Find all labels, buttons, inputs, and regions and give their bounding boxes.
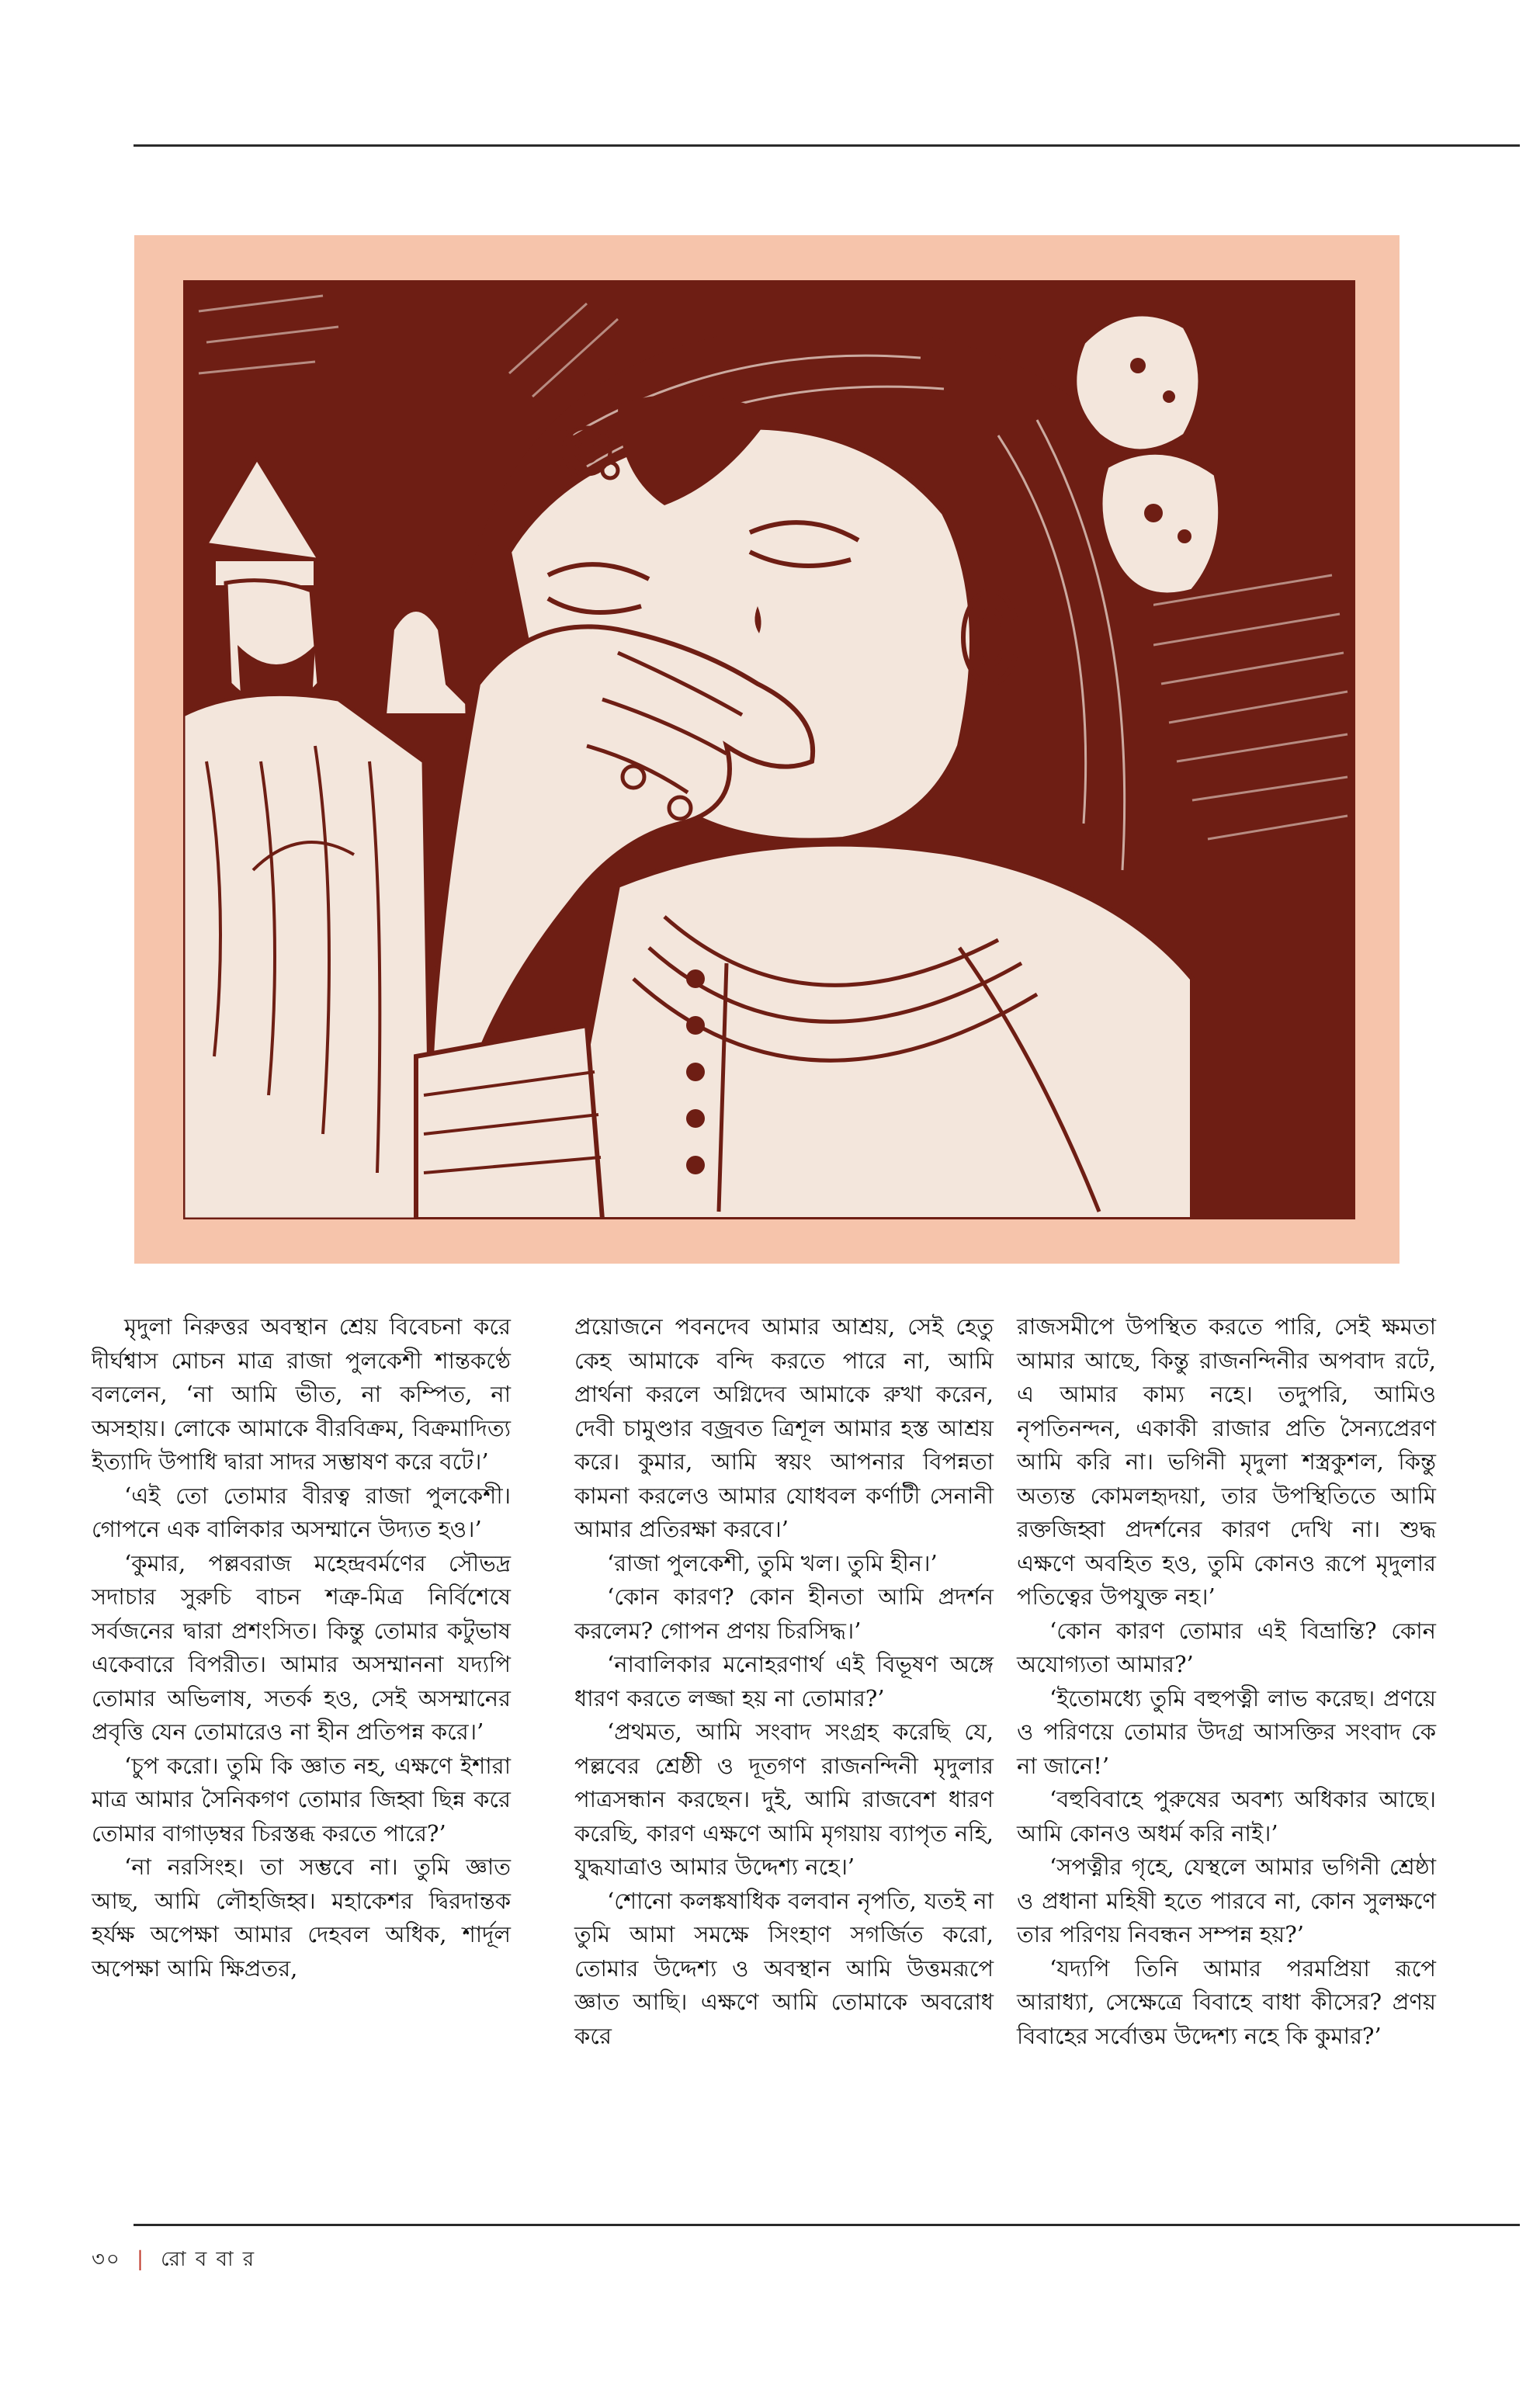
paragraph: ‘যদ্যপি তিনি আমার পরমপ্রিয়া রূপে আরাধ্যা, সেক্ষেত্রে বিবাহে বাধা কীসের? প্রণয় বিবাহের সর্বোত্তম উদ্দেশ্য নহে কি কুমার?’: [1017, 1954, 1436, 2049]
paragraph: ‘কুমার, পল্লবরাজ মহেন্দ্রবর্মণের সৌভদ্র সদাচার সুরুচি বাচন শত্রু-মিত্র নির্বিশেষে সর্বজনের দ্বারা প্রশংসিত। কিন্তু তোমার কটুভাষ একেবারে বিপরীত। আমার অসম্মাননা যদ্যপি তোমার অভিলাষ, সতর্ক হও, সেই অসম্মানের প্রবৃত্তি যেন তোমারেও না হীন প্রতিপন্ন করে।’: [92, 1549, 511, 1745]
magazine-name: রো ব বা র: [161, 2248, 256, 2271]
paragraph: ‘নাবালিকার মনোহরণার্থ এই বিভূষণ অঙ্গে ধারণ করতে লজ্জা হয় না তোমার?’: [574, 1651, 994, 1712]
illustration-frame: [134, 235, 1400, 1264]
top-rule: [134, 144, 1520, 147]
story-illustration: [183, 280, 1355, 1219]
text-column-2: [574, 1310, 994, 2053]
paragraph: ‘চুপ করো। তুমি কি জ্ঞাত নহ, এক্ষণে ইশারা মাত্র আমার সৈনিকগণ তোমার জিহ্বা ছিন্ন করে তোমার বাগাড়ম্বর চিরস্তব্ধ করতে পারে?’: [92, 1752, 511, 1847]
paragraph: ‘বহুবিবাহে পুরুষের অবশ্য অধিকার আছে। আমি কোনও অধর্ম করি নাই।’: [1017, 1786, 1436, 1847]
paragraph: ‘সপত্নীর গৃহে, যেস্থলে আমার ভগিনী শ্রেষ্ঠা ও প্রধানা মহিষী হতে পারবে না, কোন সুলক্ষণে তার পরিণয় নিবন্ধন সম্পন্ন হয়?’: [1017, 1854, 1436, 1947]
bottom-rule: [134, 2224, 1520, 2226]
page-footer: [92, 2243, 255, 2277]
page-number: ৩০: [92, 2248, 121, 2271]
paragraph: রাজসমীপে উপস্থিত করতে পারি, সেই ক্ষমতা আমার আছে, কিন্তু রাজনন্দিনীর অপবাদ রটে, এ আমার কাম্য নহে। তদুপরি, আমিও নৃপতিনন্দন, একাকী রাজার প্রতি সৈন্যপ্রেরণ আমি করি না। ভগিনী মৃদুলা শস্ত্রকুশল, কিন্তু অত্যন্ত কোমলহৃদয়া, তার উপস্থিতিতে আমি রক্তজিহ্বা প্রদর্শনের কারণ দেখি না। শুদ্ধ এক্ষণে অবহিত হও, তুমি কোনও রূপে মৃদুলার পতিত্বের উপযুক্ত নহ।’: [1017, 1313, 1436, 1610]
woodcut-illustration: [183, 280, 1355, 1219]
paragraph: ‘না নরসিংহ। তা সম্ভবে না। তুমি জ্ঞাত আছ, আমি লৌহজিহ্ব। মহাকেশর দ্বিরদান্তক হর্যক্ষ অপেক্ষা আমার দেহবল অধিক, শার্দূল অপেক্ষা আমি ক্ষিপ্রতর,: [92, 1854, 511, 1982]
paragraph: ‘প্রথমত, আমি সংবাদ সংগ্রহ করেছি যে, পল্লবের শ্রেষ্ঠী ও দূতগণ রাজনন্দিনী মৃদুলার পাত্রসন্ধান করছেন। দুই, আমি রাজবেশ ধারণ করেছি, কারণ এক্ষণে আমি মৃগয়ায় ব্যাপৃত নহি, যুদ্ধযাত্রাও আমার উদ্দেশ্য নহে।’: [574, 1718, 994, 1880]
paragraph: ‘শোনো কলঙ্কষাধিক বলবান নৃপতি, যতই না তুমি আমা সমক্ষে সিংহাণ সগর্জিত করো, তোমার উদ্দেশ্য ও অবস্থান আমি উত্তমরূপে জ্ঞাত আছি। এক্ষণে আমি তোমাকে অবরোধ করে: [574, 1887, 994, 2049]
paragraph: ‘কোন কারণ তোমার এই বিভ্রান্তি? কোন অযোগ্যতা আমার?’: [1017, 1617, 1436, 1677]
text-column-3: [1017, 1310, 1436, 2053]
paragraph: ‘রাজা পুলকেশী, তুমি খল। তুমি হীন।’: [607, 1549, 938, 1576]
paragraph: ‘ইতোমধ্যে তুমি বহুপত্নী লাভ করেছ। প্রণয়ে ও পরিণয়ে তোমার উদগ্র আসক্তির সংবাদ কে না জানে!’: [1017, 1684, 1436, 1779]
paragraph: ‘কোন কারণ? কোন হীনতা আমি প্রদর্শন করলেম? গোপন প্রণয় চিরসিদ্ধ।’: [574, 1583, 994, 1644]
footer-separator: |: [137, 2248, 145, 2271]
paragraph: মৃদুলা নিরুত্তর অবস্থান শ্রেয় বিবেচনা করে দীর্ঘশ্বাস মোচন মাত্র রাজা পুলকেশী শান্তকণ্ঠে বললেন, ‘না আমি ভীত, না কম্পিত, না অসহায়। লোকে আমাকে বীরবিক্রম, বিক্রমাদিত্য ইত্যাদি উপাধি দ্বারা সাদর সম্ভাষণ করে বটে।’: [92, 1313, 511, 1475]
text-column-1: [92, 1310, 511, 1985]
paragraph: প্রয়োজনে পবনদেব আমার আশ্রয়, সেই হেতু কেহ আমাকে বন্দি করতে পারে না, আমি প্রার্থনা করলে অগ্নিদেব আমাকে রুখা করেন, দেবী চামুণ্ডার বজ্রবত ত্রিশূল আমার হস্ত আশ্রয় করে। কুমার, আমি স্বয়ং আপনার বিপন্নতা কামনা করলেও আমার যোধবল কর্ণাটী সেনানী আমার প্রতিরক্ষা করবে।’: [574, 1313, 994, 1542]
paragraph: ‘এই তো তোমার বীরত্ব রাজা পুলকেশী। গোপনে এক বালিকার অসম্মানে উদ্যত হও।’: [92, 1482, 511, 1542]
